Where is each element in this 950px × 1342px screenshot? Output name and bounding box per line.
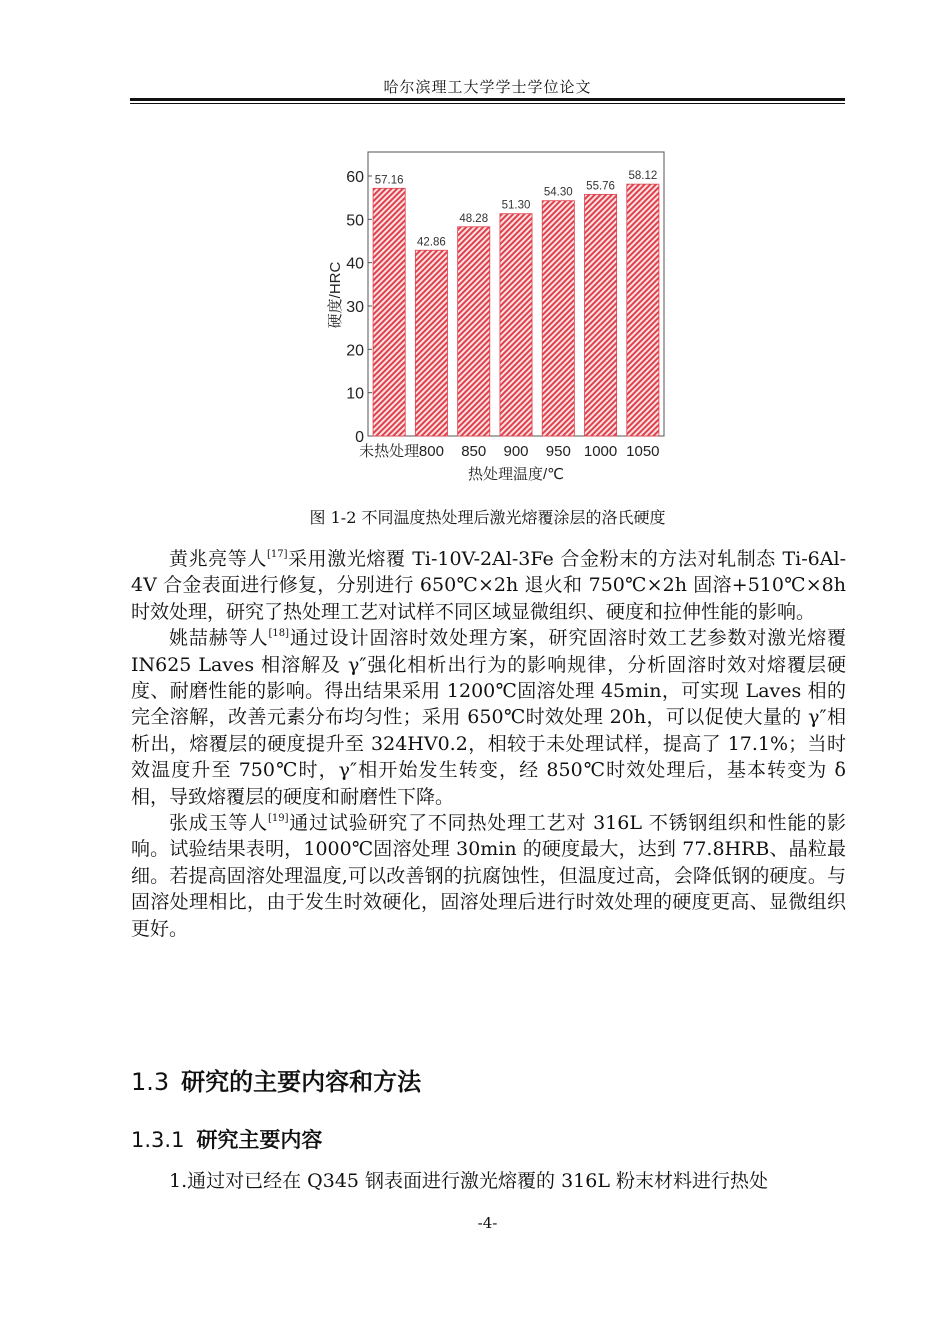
citation-19: [19] (267, 813, 289, 825)
section-title: 研究的主要内容和方法 (181, 1068, 422, 1096)
x-tick-label-5: 1000 (583, 443, 618, 460)
y-tick-label-0: 0 (355, 429, 364, 446)
bar-0 (373, 188, 405, 436)
x-tick-label-2: 850 (461, 443, 487, 460)
paragraph-1: 黄兆亮等人[17]采用激光熔覆 Ti-10V-2Al-3Fe 合金粉末的方法对轧制态 Ti-6Al-4V 合金表面进行修复，分别进行 650℃×2h 退火和 750℃×2h 固溶+510℃×8h 时效处理，研究了热处理工艺对试样不同区域显微组织、硬度和拉伸性能的影响。 (131, 548, 846, 623)
x-axis-label: 热处理温度/℃ (467, 466, 565, 483)
bar-value-label-5: 55.76 (586, 180, 615, 193)
x-tick-label-0: 未热处理 (359, 443, 420, 460)
y-tick-label-1: 10 (346, 385, 364, 403)
subsection-heading (131, 1124, 322, 1154)
y-axis-label: 硬度/HRC (327, 261, 344, 329)
paragraph-2: 姚喆赫等人[18]通过设计固溶时效处理方案，研究固溶时效工艺参数对激光熔覆 IN625 Laves 相溶解及 γ″强化相析出行为的影响规律，分析固溶时效对熔覆层硬度、耐磨性能的影响。得出结果采用 1200℃固溶处理 45min，可实现 Laves 相的完全溶解，改善元素分布均匀性；采用 650℃时效处理 20h，可以促使大量的 γ″相析出，熔覆层的硬度提升至 324HV0.2，相较于未处理试样，提高了 17.1%；当时效温度升至 750℃时，γ″相开始发生转变，经 850℃时效处理后，基本转变为 δ 相，导致熔覆层的硬度和耐磨性下降。 (131, 627, 846, 808)
header-rule (130, 98, 845, 101)
bar-1 (415, 250, 447, 436)
bar-value-label-2: 48.28 (459, 212, 489, 225)
section-heading (131, 1062, 421, 1097)
bar-4 (542, 201, 574, 436)
bar-value-label-6: 58.12 (628, 170, 658, 183)
y-tick-label-6: 60 (346, 169, 364, 186)
section-number: 1.3 (131, 1068, 170, 1096)
body-text-continued (131, 1168, 846, 1194)
subsection-title: 研究主要内容 (196, 1128, 323, 1152)
header-rule-thin (130, 103, 845, 104)
x-tick-label-4: 950 (545, 443, 571, 460)
page-number: -4- (477, 1214, 498, 1232)
citation-18: [18] (268, 628, 289, 640)
y-tick-label-2: 20 (346, 342, 364, 360)
bar-5 (585, 194, 617, 436)
page-header-title: 哈尔滨理工大学学士学位论文 (383, 78, 592, 96)
bar-value-label-3: 51.30 (501, 199, 531, 212)
body-text (131, 546, 846, 942)
citation-17: [17] (266, 549, 288, 560)
y-tick-label-3: 30 (346, 299, 364, 316)
hardness-bar-chart (320, 140, 670, 490)
paragraph-4: 1.通过对已经在 Q345 钢表面进行激光熔覆的 316L 粉末材料进行热处 (169, 1170, 769, 1192)
y-tick-label-4: 40 (346, 255, 364, 273)
paragraph-3: 张成玉等人[19]通过试验研究了不同热处理工艺对 316L 不锈钢组织和性能的影响。试验结果表明，1000℃固溶处理 30min 的硬度最大，达到 77.8HRB、晶粒最细。若提高固溶处理温度,可以改善钢的抗腐蚀性，但温度过高，会降低钢的硬度。与固溶处理相比，由于发生时效硬化，固溶处理后进行时效处理的硬度更高、显微组织更好。 (131, 812, 846, 940)
bar-3 (500, 214, 532, 436)
bar-2 (458, 227, 490, 436)
bar-6 (627, 184, 659, 436)
subsection-number: 1.3.1 (131, 1128, 185, 1152)
bar-value-label-0: 57.16 (374, 174, 404, 187)
y-tick-label-5: 50 (346, 212, 364, 230)
x-tick-label-3: 900 (503, 443, 529, 460)
bar-value-label-4: 54.30 (543, 186, 573, 199)
bar-value-label-1: 42.86 (417, 236, 446, 249)
x-tick-label-6: 1050 (626, 443, 660, 460)
figure-caption: 图 1-2 不同温度热处理后激光熔覆涂层的洛氏硬度 (309, 508, 666, 527)
x-tick-label-1: 800 (418, 443, 444, 460)
